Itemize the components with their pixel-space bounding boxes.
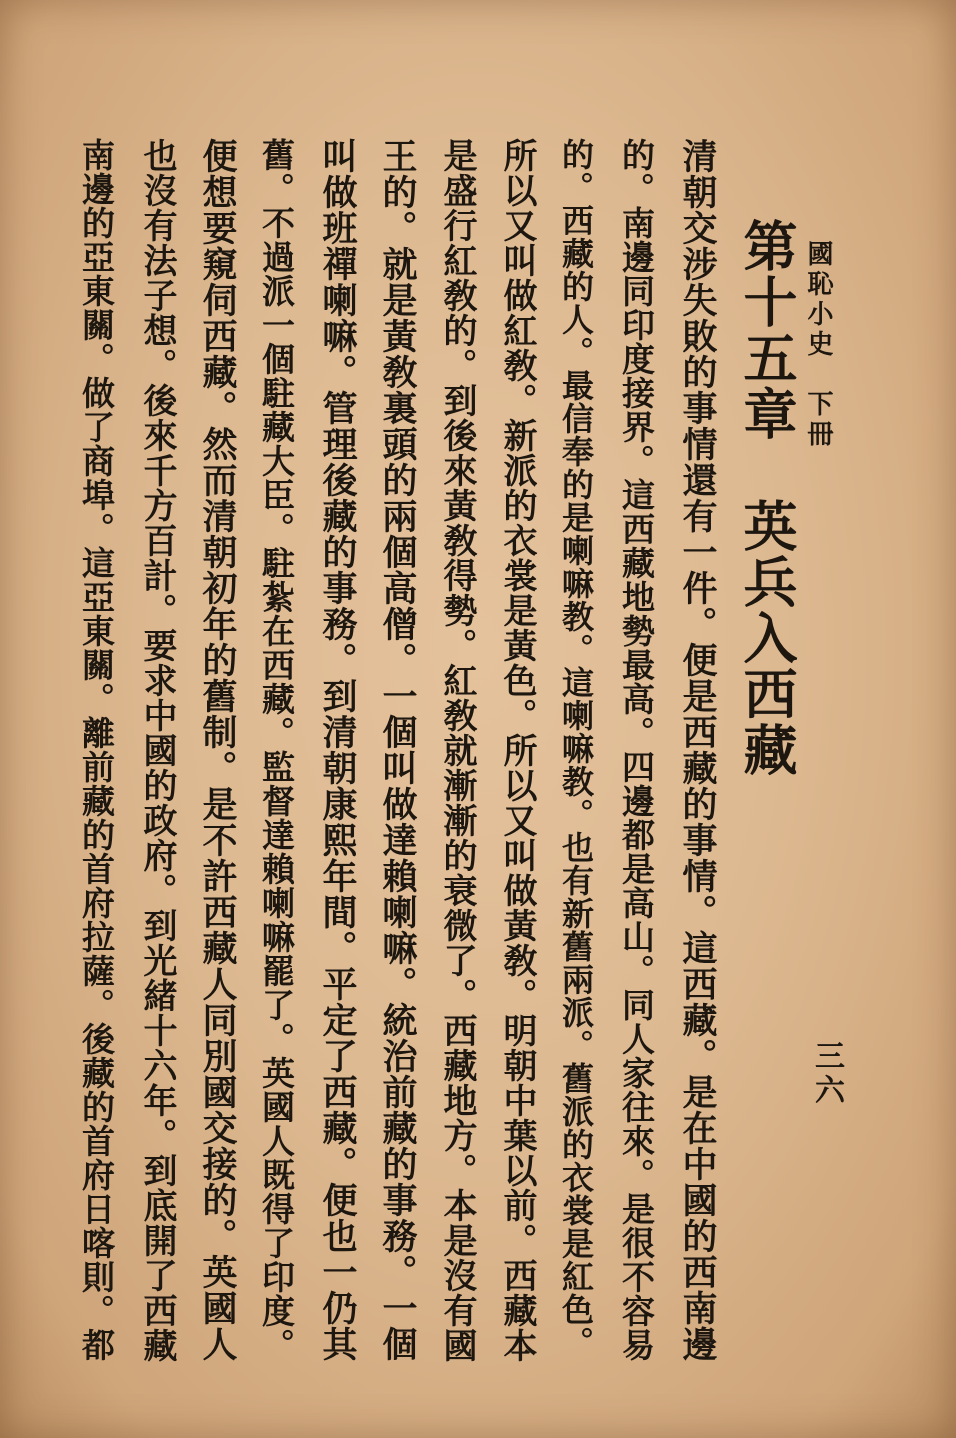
text-column: 清朝交涉失敗的事情還有一件。便是西藏的事情。這西藏。是在中國的西南邊 bbox=[677, 138, 718, 1362]
text-column: 王的。就是黃敎裏頭的兩個高僧。一個叫做達賴喇嘛。統治前藏的事務。一個 bbox=[377, 138, 418, 1362]
text-column: 的。西藏的人。最信奉的是喇嘛教。這喇嘛教。也有新舊兩派。舊派的衣裳是紅色。 bbox=[557, 138, 595, 1359]
page-number: 三六 bbox=[809, 1040, 844, 1108]
running-title: 國恥小史 下冊 bbox=[803, 240, 833, 450]
text-column: 是盛行紅敎的。到後來黃敎得勢。紅敎就漸漸的衰微了。西藏地方。本是沒有國 bbox=[437, 138, 477, 1363]
text-column: 所以又叫做紅敎。新派的衣裳是黃色。所以又叫做黃敎。明朝中葉以前。西藏本 bbox=[497, 138, 537, 1363]
text-column: 叫做班禪喇嘛。管理後藏的事務。到清朝康熙年間。平定了西藏。便也一仍其 bbox=[317, 138, 358, 1362]
text-column: 也沒有法子想。後來千方百計。要求中國的政府。到光緒十六年。到底開了西藏 bbox=[137, 138, 177, 1363]
text-column: 舊。不過派一個駐藏大臣。駐紮在西藏。監督達賴喇嘛罷了。英國人既得了印度。 bbox=[257, 138, 296, 1362]
chapter-title: 第十五章 英兵入西藏 bbox=[735, 218, 799, 778]
text-column: 南邊的亞東關。做了商埠。這亞東關。離前藏的首府拉薩。後藏的首府日喀則。都 bbox=[77, 138, 116, 1362]
text-column: 的。南邊同印度接界。這西藏地勢最高。四邊都是高山。同人家往來。是很不容易 bbox=[617, 138, 656, 1362]
text-column: 便想要窺伺西藏。然而清朝初年的舊制。是不許西藏人同別國交接的。英國人 bbox=[197, 138, 238, 1362]
